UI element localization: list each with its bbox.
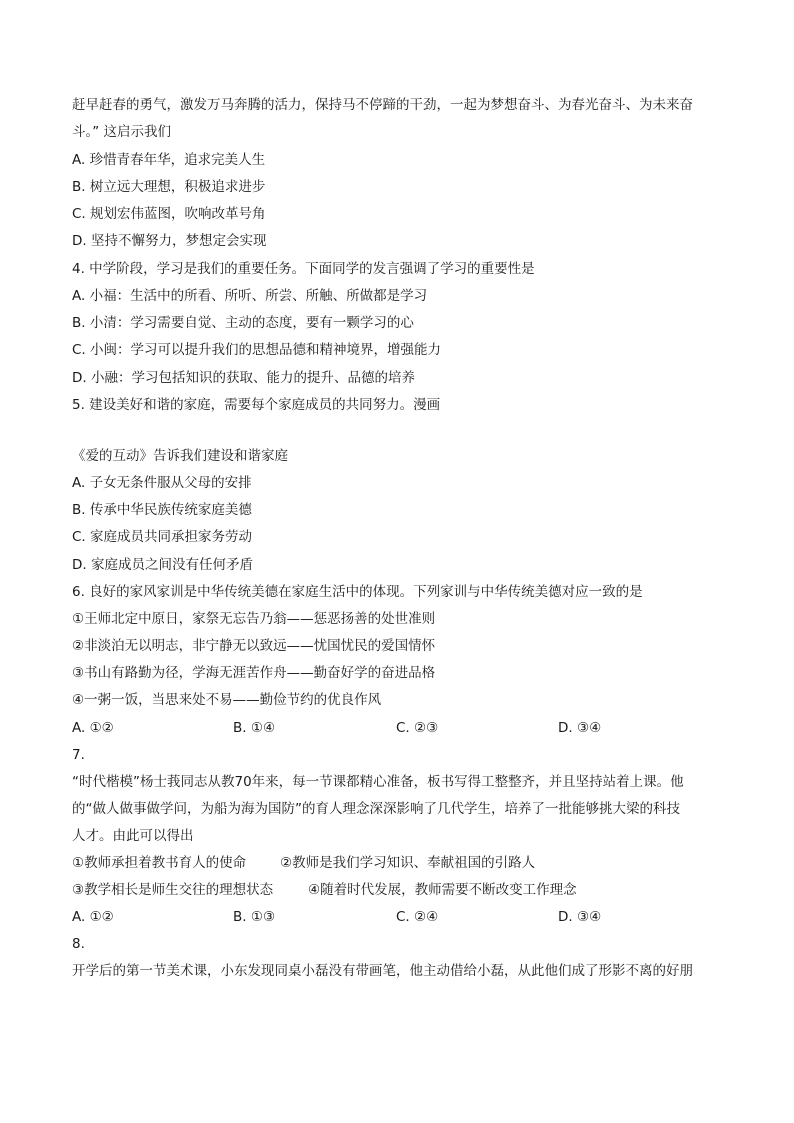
q5-stem-continuation: 《爱的互动》告诉我们建设和谐家庭 — [72, 448, 288, 464]
q3-option-a: A. 珍惜青春年华，追求完美人生 — [72, 152, 266, 168]
q7-passage-line2: 的“做人做事做学问，为船为海为国防”的育人理念深深影响了几代学生，培养了一批能够挑大梁的科技 — [72, 801, 680, 817]
q4-option-a: A. 小福：生活中的所看、所听、所尝、所触、所做都是学习 — [72, 288, 428, 304]
q8-passage-line1: 开学后的第一节美术课，小东发现同桌小磊没有带画笔，他主动借给小磊，从此他们成了形影不离的好朋 — [72, 963, 693, 979]
q6-option-c: C. ②③ — [396, 720, 439, 736]
q3-option-c: C. 规划宏伟蓝图，吹响改革号角 — [72, 206, 266, 222]
q5-option-d: D. 家庭成员之间没有任何矛盾 — [72, 557, 253, 573]
q6-option-b: B. ①④ — [233, 720, 276, 736]
q7-passage-line3: 人才。由此可以得出 — [72, 828, 194, 844]
q6-statement-3: ③书山有路勤为径，学海无涯苦作舟——勤奋好学的奋进品格 — [72, 665, 436, 681]
q7-statement-2: ②教师是我们学习知识、奉献祖国的引路人 — [280, 855, 536, 871]
q5-option-a: A. 子女无条件服从父母的安排 — [72, 475, 252, 491]
q5-option-b: B. 传承中华民族传统家庭美德 — [72, 502, 252, 518]
q5-stem: 5. 建设美好和谐的家庭，需要每个家庭成员的共同努力。漫画 — [72, 397, 441, 413]
q7-statement-3: ③教学相长是师生交往的理想状态 — [72, 882, 274, 898]
q7-passage-line1: “时代楷模”杨士莪同志从教70年来，每一节课都精心准备，板书写得工整整齐，并且坚持站着上课。他 — [72, 774, 684, 790]
q6-stem: 6. 良好的家风家训是中华传统美德在家庭生活中的体现。下列家训与中华传统美德对应一致的是 — [72, 584, 643, 600]
q6-statement-2: ②非淡泊无以明志，非宁静无以致远——忧国忧民的爱国情怀 — [72, 638, 436, 654]
q5-option-c: C. 家庭成员共同承担家务劳动 — [72, 529, 253, 545]
q4-option-c: C. 小闽：学习可以提升我们的思想品德和精神境界，增强能力 — [72, 342, 442, 358]
q3-option-b: B. 树立远大理想，积极追求进步 — [72, 179, 266, 195]
q7-statement-4: ④随着时代发展，教师需要不断改变工作理念 — [308, 882, 577, 898]
q8-number: 8. — [72, 936, 85, 952]
q7-option-d: D. ③④ — [558, 909, 602, 925]
q4-option-d: D. 小融：学习包括知识的获取、能力的提升、品德的培养 — [72, 370, 415, 386]
q7-option-c: C. ②④ — [396, 909, 439, 925]
q3-stem-line2: 斗。” 这启示我们 — [72, 124, 172, 140]
q6-option-a: A. ①② — [72, 720, 114, 736]
q4-option-b: B. 小清：学习需要自觉、主动的态度，要有一颗学习的心 — [72, 315, 414, 331]
q6-statement-4: ④一粥一饭，当思来处不易——勤俭节约的优良作风 — [72, 692, 382, 708]
q7-statement-1: ①教师承担着教书育人的使命 — [72, 855, 247, 871]
q3-option-d: D. 坚持不懈努力，梦想定会实现 — [72, 233, 267, 249]
q4-stem: 4. 中学阶段，学习是我们的重要任务。下面同学的发言强调了学习的重要性是 — [72, 261, 535, 277]
q7-number: 7. — [72, 747, 85, 763]
q7-option-b: B. ①③ — [233, 909, 276, 925]
q7-option-a: A. ①② — [72, 909, 114, 925]
q3-stem-line1: 赶早赶春的勇气，激发万马奔腾的活力，保持马不停蹄的干劲，一起为梦想奋斗、为春光奋斗、为未来奋 — [72, 97, 693, 113]
q6-option-d: D. ③④ — [558, 720, 602, 736]
q6-statement-1: ①王师北定中原日，家祭无忘告乃翁——惩恶扬善的处世准则 — [72, 611, 436, 627]
